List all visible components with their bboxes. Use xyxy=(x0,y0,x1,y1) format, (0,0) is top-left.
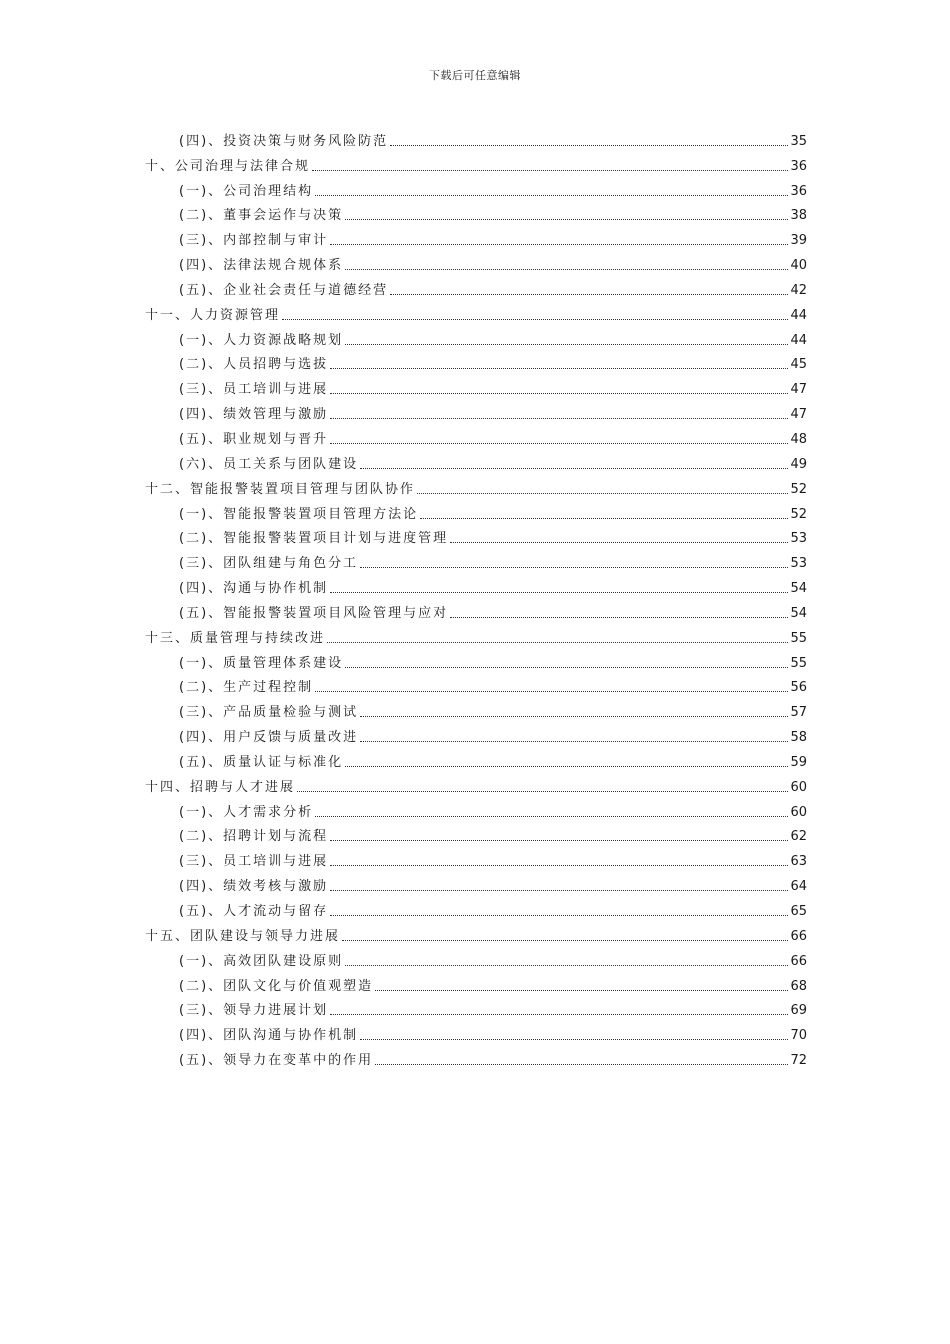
toc-page-number: 48 xyxy=(790,431,807,447)
toc-entry-label: (二)、团队文化与价值观塑造 xyxy=(179,978,374,994)
toc-page-number: 52 xyxy=(790,506,807,522)
toc-dot-leader xyxy=(282,319,788,320)
toc-page-number: 62 xyxy=(790,829,807,845)
toc-chapter-entry[interactable] xyxy=(145,300,807,325)
toc-dot-leader xyxy=(330,865,788,866)
page-header: 下载后可任意编辑 xyxy=(429,69,521,82)
toc-page-number: 60 xyxy=(790,779,807,795)
toc-dot-leader xyxy=(450,617,788,618)
toc-dot-leader xyxy=(315,691,788,692)
toc-page-number: 55 xyxy=(790,655,807,671)
toc-page-number: 57 xyxy=(790,705,807,721)
toc-section-entry[interactable] xyxy=(145,598,807,623)
toc-page-number: 58 xyxy=(790,730,807,746)
toc-dot-leader xyxy=(360,741,788,742)
toc-chapter-entry[interactable] xyxy=(145,921,807,946)
toc-entry-label: (六)、员工关系与团队建设 xyxy=(179,456,359,472)
toc-page-number: 63 xyxy=(790,854,807,870)
toc-entry-label: (五)、企业社会责任与道德经营 xyxy=(179,282,389,298)
toc-entry-label: (四)、法律法规合规体系 xyxy=(179,258,344,274)
toc-dot-leader xyxy=(360,567,788,568)
toc-section-entry[interactable] xyxy=(145,374,807,399)
toc-section-entry[interactable] xyxy=(145,871,807,896)
toc-entry-label: (三)、员工培训与进展 xyxy=(179,854,329,870)
toc-section-entry[interactable] xyxy=(145,896,807,921)
toc-page-number: 35 xyxy=(790,133,807,149)
toc-entry-label: (二)、人员招聘与选拔 xyxy=(179,357,329,373)
toc-page-number: 53 xyxy=(790,556,807,572)
toc-dot-leader xyxy=(345,219,788,220)
toc-entry-label: 十一、人力资源管理 xyxy=(145,307,281,323)
toc-page-number: 49 xyxy=(790,456,807,472)
toc-entry-label: (三)、团队组建与角色分工 xyxy=(179,556,359,572)
toc-chapter-entry[interactable] xyxy=(145,623,807,648)
toc-entry-label: (一)、人才需求分析 xyxy=(179,804,314,820)
toc-section-entry[interactable] xyxy=(145,250,807,275)
toc-section-entry[interactable] xyxy=(145,201,807,226)
toc-page-number: 72 xyxy=(790,1053,807,1069)
toc-section-entry[interactable] xyxy=(145,797,807,822)
toc-entry-label: (一)、高效团队建设原则 xyxy=(179,953,344,969)
toc-dot-leader xyxy=(315,195,788,196)
toc-section-entry[interactable] xyxy=(145,275,807,300)
toc-entry-label: 十二、智能报警装置项目管理与团队协作 xyxy=(145,481,416,497)
toc-entry-label: 十、公司治理与法律合规 xyxy=(145,158,311,174)
toc-entry-label: (五)、智能报警装置项目风险管理与应对 xyxy=(179,605,449,621)
toc-entry-label: (四)、用户反馈与质量改进 xyxy=(179,730,359,746)
toc-section-entry[interactable] xyxy=(145,325,807,350)
toc-entry-label: (五)、领导力在变革中的作用 xyxy=(179,1053,374,1069)
toc-section-entry[interactable] xyxy=(145,946,807,971)
toc-page-number: 54 xyxy=(790,605,807,621)
toc-entry-label: 十五、团队建设与领导力进展 xyxy=(145,928,341,944)
toc-section-entry[interactable] xyxy=(145,673,807,698)
toc-section-entry[interactable] xyxy=(145,424,807,449)
toc-section-entry[interactable] xyxy=(145,747,807,772)
toc-dot-leader xyxy=(330,1014,788,1015)
toc-dot-leader xyxy=(345,965,788,966)
toc-chapter-entry[interactable] xyxy=(145,474,807,499)
toc-page-number: 40 xyxy=(790,258,807,274)
toc-section-entry[interactable] xyxy=(145,822,807,847)
toc-dot-leader xyxy=(345,667,788,668)
toc-dot-leader xyxy=(390,294,788,295)
toc-dot-leader xyxy=(330,244,788,245)
toc-entry-label: (二)、招聘计划与流程 xyxy=(179,829,329,845)
toc-entry-label: 十四、招聘与人才进展 xyxy=(145,779,296,795)
toc-dot-leader xyxy=(330,840,788,841)
toc-page-number: 47 xyxy=(790,382,807,398)
toc-entry-label: (五)、质量认证与标准化 xyxy=(179,754,344,770)
toc-section-entry[interactable] xyxy=(145,499,807,524)
toc-section-entry[interactable] xyxy=(145,996,807,1021)
toc-page-number: 36 xyxy=(790,158,807,174)
toc-dot-leader xyxy=(345,766,788,767)
toc-entry-label: (三)、内部控制与审计 xyxy=(179,233,329,249)
toc-dot-leader xyxy=(375,1064,788,1065)
toc-page-number: 68 xyxy=(790,978,807,994)
toc-section-entry[interactable] xyxy=(145,548,807,573)
toc-dot-leader xyxy=(315,816,788,817)
toc-page-number: 45 xyxy=(790,357,807,373)
toc-entry-label: (四)、投资决策与财务风险防范 xyxy=(179,133,389,149)
toc-page-number: 60 xyxy=(790,804,807,820)
toc-dot-leader xyxy=(330,915,788,916)
toc-section-entry[interactable] xyxy=(145,1045,807,1070)
toc-page-number: 66 xyxy=(790,928,807,944)
toc-entry-label: (五)、人才流动与留存 xyxy=(179,904,329,919)
toc-page-number: 52 xyxy=(790,481,807,497)
toc-page-number: 55 xyxy=(790,630,807,646)
toc-entry-label: (二)、董事会运作与决策 xyxy=(179,208,344,224)
toc-page-number: 47 xyxy=(790,407,807,423)
toc-chapter-entry[interactable] xyxy=(145,772,807,797)
toc-page-number: 70 xyxy=(790,1028,807,1044)
toc-dot-leader xyxy=(360,468,788,469)
toc-entry-label: (四)、团队沟通与协作机制 xyxy=(179,1028,359,1044)
toc-dot-leader xyxy=(327,642,788,643)
toc-dot-leader xyxy=(345,269,788,270)
toc-dot-leader xyxy=(330,890,788,891)
toc-page-number: 64 xyxy=(790,879,807,895)
toc-dot-leader xyxy=(390,145,788,146)
toc-entry-label: (二)、智能报警装置项目计划与进度管理 xyxy=(179,531,449,547)
toc-dot-leader xyxy=(330,393,788,394)
toc-page-number: 38 xyxy=(790,208,807,224)
toc-entry-label: (一)、公司治理结构 xyxy=(179,183,314,199)
toc-dot-leader xyxy=(330,368,788,369)
toc-entry-label: (一)、智能报警装置项目管理方法论 xyxy=(179,506,419,522)
toc-page-number: 65 xyxy=(790,904,807,919)
toc-entry-label: (一)、质量管理体系建设 xyxy=(179,655,344,671)
toc-page-number: 42 xyxy=(790,282,807,298)
toc-section-entry[interactable] xyxy=(145,722,807,747)
toc-section-entry[interactable] xyxy=(145,126,807,151)
toc-dot-leader xyxy=(330,418,788,419)
toc-chapter-entry[interactable] xyxy=(145,151,807,176)
toc-dot-leader xyxy=(420,518,788,519)
toc-page-number: 66 xyxy=(790,953,807,969)
toc-section-entry[interactable] xyxy=(145,846,807,871)
toc-dot-leader xyxy=(417,493,788,494)
toc-entry-label: (五)、职业规划与晋升 xyxy=(179,431,329,447)
toc-dot-leader xyxy=(330,592,788,593)
toc-dot-leader xyxy=(450,542,788,543)
toc-section-entry[interactable] xyxy=(145,971,807,996)
toc-entry-label: (二)、生产过程控制 xyxy=(179,680,314,696)
toc-page-number: 54 xyxy=(790,581,807,597)
toc-dot-leader xyxy=(297,791,788,792)
toc-page-number: 44 xyxy=(790,332,807,348)
toc-section-entry[interactable] xyxy=(145,524,807,549)
toc-entry-label: (三)、员工培训与进展 xyxy=(179,382,329,398)
toc-entry-label: (一)、人力资源战略规划 xyxy=(179,332,344,348)
toc-section-entry[interactable] xyxy=(145,1020,807,1045)
toc-page-number: 59 xyxy=(790,754,807,770)
toc-page-number: 53 xyxy=(790,531,807,547)
toc-section-entry[interactable] xyxy=(145,176,807,201)
toc-entry-label: 十三、质量管理与持续改进 xyxy=(145,630,326,646)
toc-page-number: 69 xyxy=(790,1003,807,1019)
toc-page-number: 56 xyxy=(790,680,807,696)
toc-dot-leader xyxy=(360,716,788,717)
table-of-contents xyxy=(145,126,807,1070)
toc-section-entry[interactable] xyxy=(145,697,807,722)
toc-page-number: 44 xyxy=(790,307,807,323)
toc-section-entry[interactable] xyxy=(145,648,807,673)
toc-dot-leader xyxy=(375,990,788,991)
toc-page-number: 39 xyxy=(790,233,807,249)
toc-dot-leader xyxy=(312,170,788,171)
toc-dot-leader xyxy=(330,443,788,444)
toc-section-entry[interactable] xyxy=(145,449,807,474)
toc-section-entry[interactable] xyxy=(145,225,807,250)
toc-page-number: 36 xyxy=(790,183,807,199)
toc-entry-label: (四)、沟通与协作机制 xyxy=(179,581,329,597)
toc-entry-label: (三)、领导力进展计划 xyxy=(179,1003,329,1019)
toc-dot-leader xyxy=(360,1039,788,1040)
toc-entry-label: (三)、产品质量检验与测试 xyxy=(179,705,359,721)
toc-entry-label: (四)、绩效管理与激励 xyxy=(179,407,329,423)
toc-section-entry[interactable] xyxy=(145,399,807,424)
toc-section-entry[interactable] xyxy=(145,350,807,375)
toc-section-entry[interactable] xyxy=(145,573,807,598)
toc-entry-label: (四)、绩效考核与激励 xyxy=(179,879,329,895)
toc-dot-leader xyxy=(342,940,788,941)
toc-dot-leader xyxy=(345,344,788,345)
